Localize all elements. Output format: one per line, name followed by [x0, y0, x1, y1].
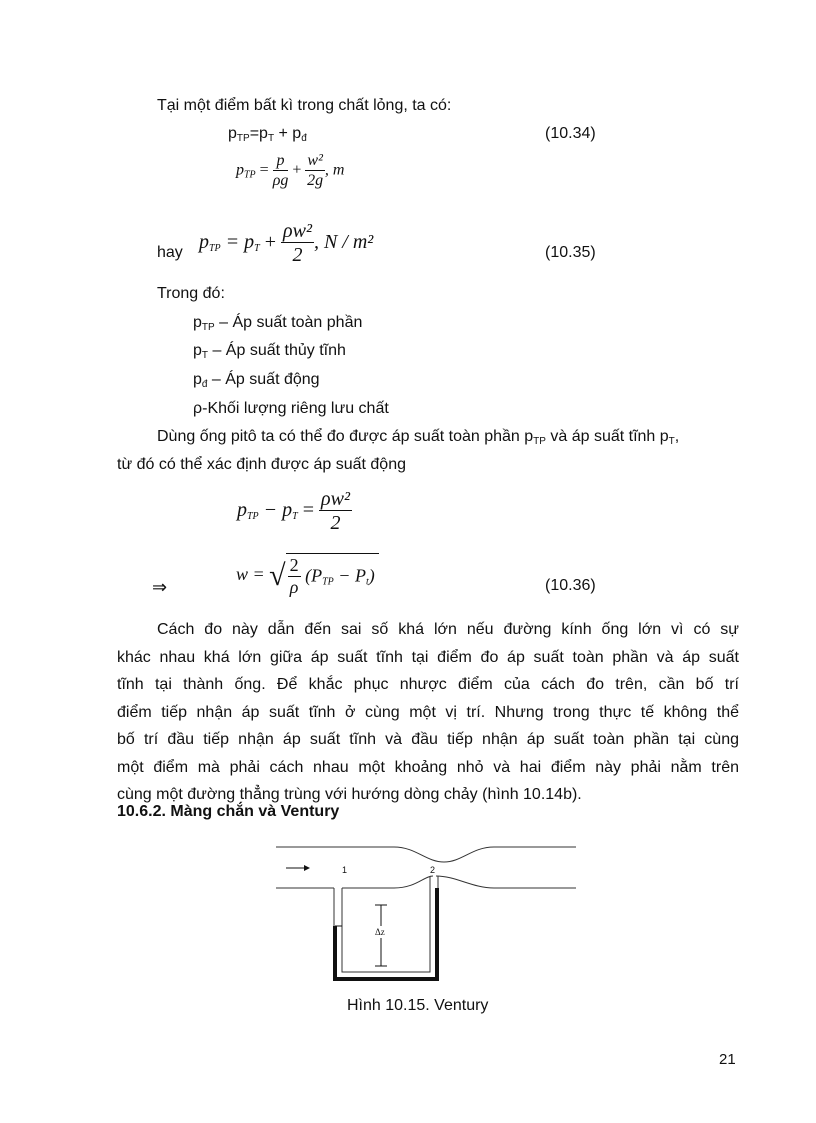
eq-subscript: t — [365, 576, 369, 588]
equation-difference — [237, 488, 352, 535]
eq-symbol: ) — [368, 565, 375, 586]
denominator: 2 — [292, 244, 303, 266]
denominator: 2g — [307, 171, 324, 189]
eq-symbol: + — [292, 161, 302, 179]
paragraph-line: bố trí đầu tiếp nhận áp suất tĩnh và đầu tiếp nhận áp suất toàn phần tại cùng — [117, 731, 739, 748]
eq-subscript: TP — [244, 169, 256, 181]
point-1-label: 1 — [342, 865, 348, 875]
paragraph-line: Cách đo này dẫn đến sai số khá lớn nếu đường kính ống lớn vì có sự — [157, 621, 739, 638]
eq-subscript: T — [254, 243, 260, 255]
eq-symbol: p — [199, 231, 209, 254]
eq-subscript: TP — [209, 243, 221, 255]
paragraph-line: một điểm mà phải cách nhau một khoảng nhỏ và hai điểm này phải nằm trên — [117, 758, 739, 776]
hay-label: hay — [157, 244, 183, 261]
paragraph-line: cùng một đường thẳng trùng với hướng dòng chảy (hình 10.14b). — [117, 786, 582, 803]
paragraph-line: tĩnh tại thành ống. Để khắc phục nhược điểm của cách đo trên, cần bố trí — [117, 676, 739, 693]
eq-unit: , m — [324, 161, 345, 179]
text-run: Dùng ống pitô ta có thể đo được áp suất toàn phần p — [157, 428, 534, 445]
eq-symbol: = p — [225, 231, 255, 254]
pipe-bottom-wall — [276, 876, 576, 888]
fraction — [288, 556, 301, 598]
def-subscript: T — [201, 350, 209, 361]
eq-subscript: TP — [247, 511, 259, 523]
subscript: TP — [533, 436, 546, 447]
venturi-figure — [276, 838, 578, 986]
sqrt-icon: √ — [269, 558, 286, 592]
fraction — [281, 220, 314, 267]
def-subscript: TP — [201, 322, 215, 333]
manometer-inner — [342, 876, 430, 972]
dz-label: Δz — [375, 927, 385, 937]
eq-subscript: đ — [301, 133, 307, 144]
equation-10-34 — [228, 125, 307, 144]
eq-symbol: = — [259, 161, 269, 179]
manometer-liquid — [335, 888, 437, 979]
def-symbol: p — [193, 314, 202, 331]
body-paragraph — [117, 616, 739, 809]
pitot-line-1 — [157, 428, 679, 447]
where-label: Trong đó: — [157, 285, 225, 302]
paragraph-line: điểm tiếp nhận áp suất tĩnh ở cùng một vị trí. Nhưng trong thực tế không thể — [117, 703, 739, 721]
fraction — [319, 488, 352, 535]
denominator: ρ — [289, 576, 299, 597]
equation-10-35 — [199, 220, 373, 267]
def-symbol: p — [193, 371, 202, 388]
eq-subscript: T — [267, 133, 275, 144]
eq-symbol: p — [236, 161, 244, 179]
eq-symbol: p — [237, 499, 247, 522]
fraction — [273, 152, 289, 190]
eq-unit: , N / m² — [313, 231, 374, 254]
def-text: – Áp suất toàn phần — [214, 314, 363, 331]
paragraph-line: khác nhau khá lớn giữa áp suất tĩnh tại điểm đo áp suất toàn phần và áp suất — [117, 648, 739, 666]
numerator: ρw² — [283, 220, 312, 242]
eq-symbol: w = — [236, 563, 265, 584]
pitot-line-2: từ đó có thể xác định được áp suất động — [117, 456, 406, 473]
implies-arrow: ⇒ — [152, 577, 168, 597]
def-text: – Áp suất động — [207, 371, 320, 388]
fraction — [305, 152, 324, 190]
eq-symbol: = — [302, 499, 315, 522]
eq-symbol: (P — [305, 565, 323, 586]
point-2-label: 2 — [430, 865, 436, 875]
eq-subscript: TP — [236, 133, 250, 144]
page-number: 21 — [719, 1051, 736, 1068]
eq-symbol: =p — [249, 125, 268, 142]
equation-head-form — [236, 152, 344, 190]
sqrt-body — [286, 553, 379, 598]
eq-symbol: + — [264, 231, 277, 254]
text-run: và áp suất tĩnh p — [545, 428, 669, 445]
equation-10-36 — [236, 553, 379, 598]
def-text: – Áp suất thủy tĩnh — [208, 342, 346, 359]
subscript: T — [668, 436, 675, 447]
eq-symbol: − P — [333, 565, 366, 586]
manometer-outer — [334, 876, 438, 980]
eq-symbol: − p — [263, 499, 293, 522]
denominator: ρg — [272, 171, 289, 189]
definition-item — [193, 314, 362, 333]
eq-subscript: TP — [322, 576, 334, 588]
equation-number-10-36: (10.36) — [545, 577, 596, 594]
intro-text: Tại một điểm bất kì trong chất lỏng, ta có: — [157, 97, 452, 114]
section-heading: 10.6.2. Màng chắn và Ventury — [117, 803, 340, 820]
denominator: 2 — [330, 512, 341, 534]
equation-number-10-34: (10.34) — [545, 125, 596, 142]
numerator: w² — [307, 152, 323, 169]
equation-number-10-35: (10.35) — [545, 244, 596, 261]
numerator: p — [273, 152, 289, 171]
pipe-top-wall — [276, 847, 576, 862]
definition-item — [193, 400, 389, 418]
eq-symbol: p — [228, 125, 237, 142]
eq-symbol: + p — [274, 125, 302, 142]
text-run: , — [674, 428, 680, 445]
eq-subscript: T — [292, 511, 298, 523]
numerator: ρw² — [321, 488, 350, 510]
definition-item — [193, 342, 346, 361]
def-symbol: ρ — [193, 400, 203, 417]
def-text: -Khối lượng riêng lưu chất — [202, 400, 389, 417]
figure-caption: Hình 10.15. Ventury — [347, 997, 489, 1014]
numerator: 2 — [289, 555, 299, 575]
def-symbol: p — [193, 342, 202, 359]
def-subscript: đ — [201, 379, 208, 390]
definition-item — [193, 371, 320, 390]
arrow-head-icon — [304, 865, 310, 871]
